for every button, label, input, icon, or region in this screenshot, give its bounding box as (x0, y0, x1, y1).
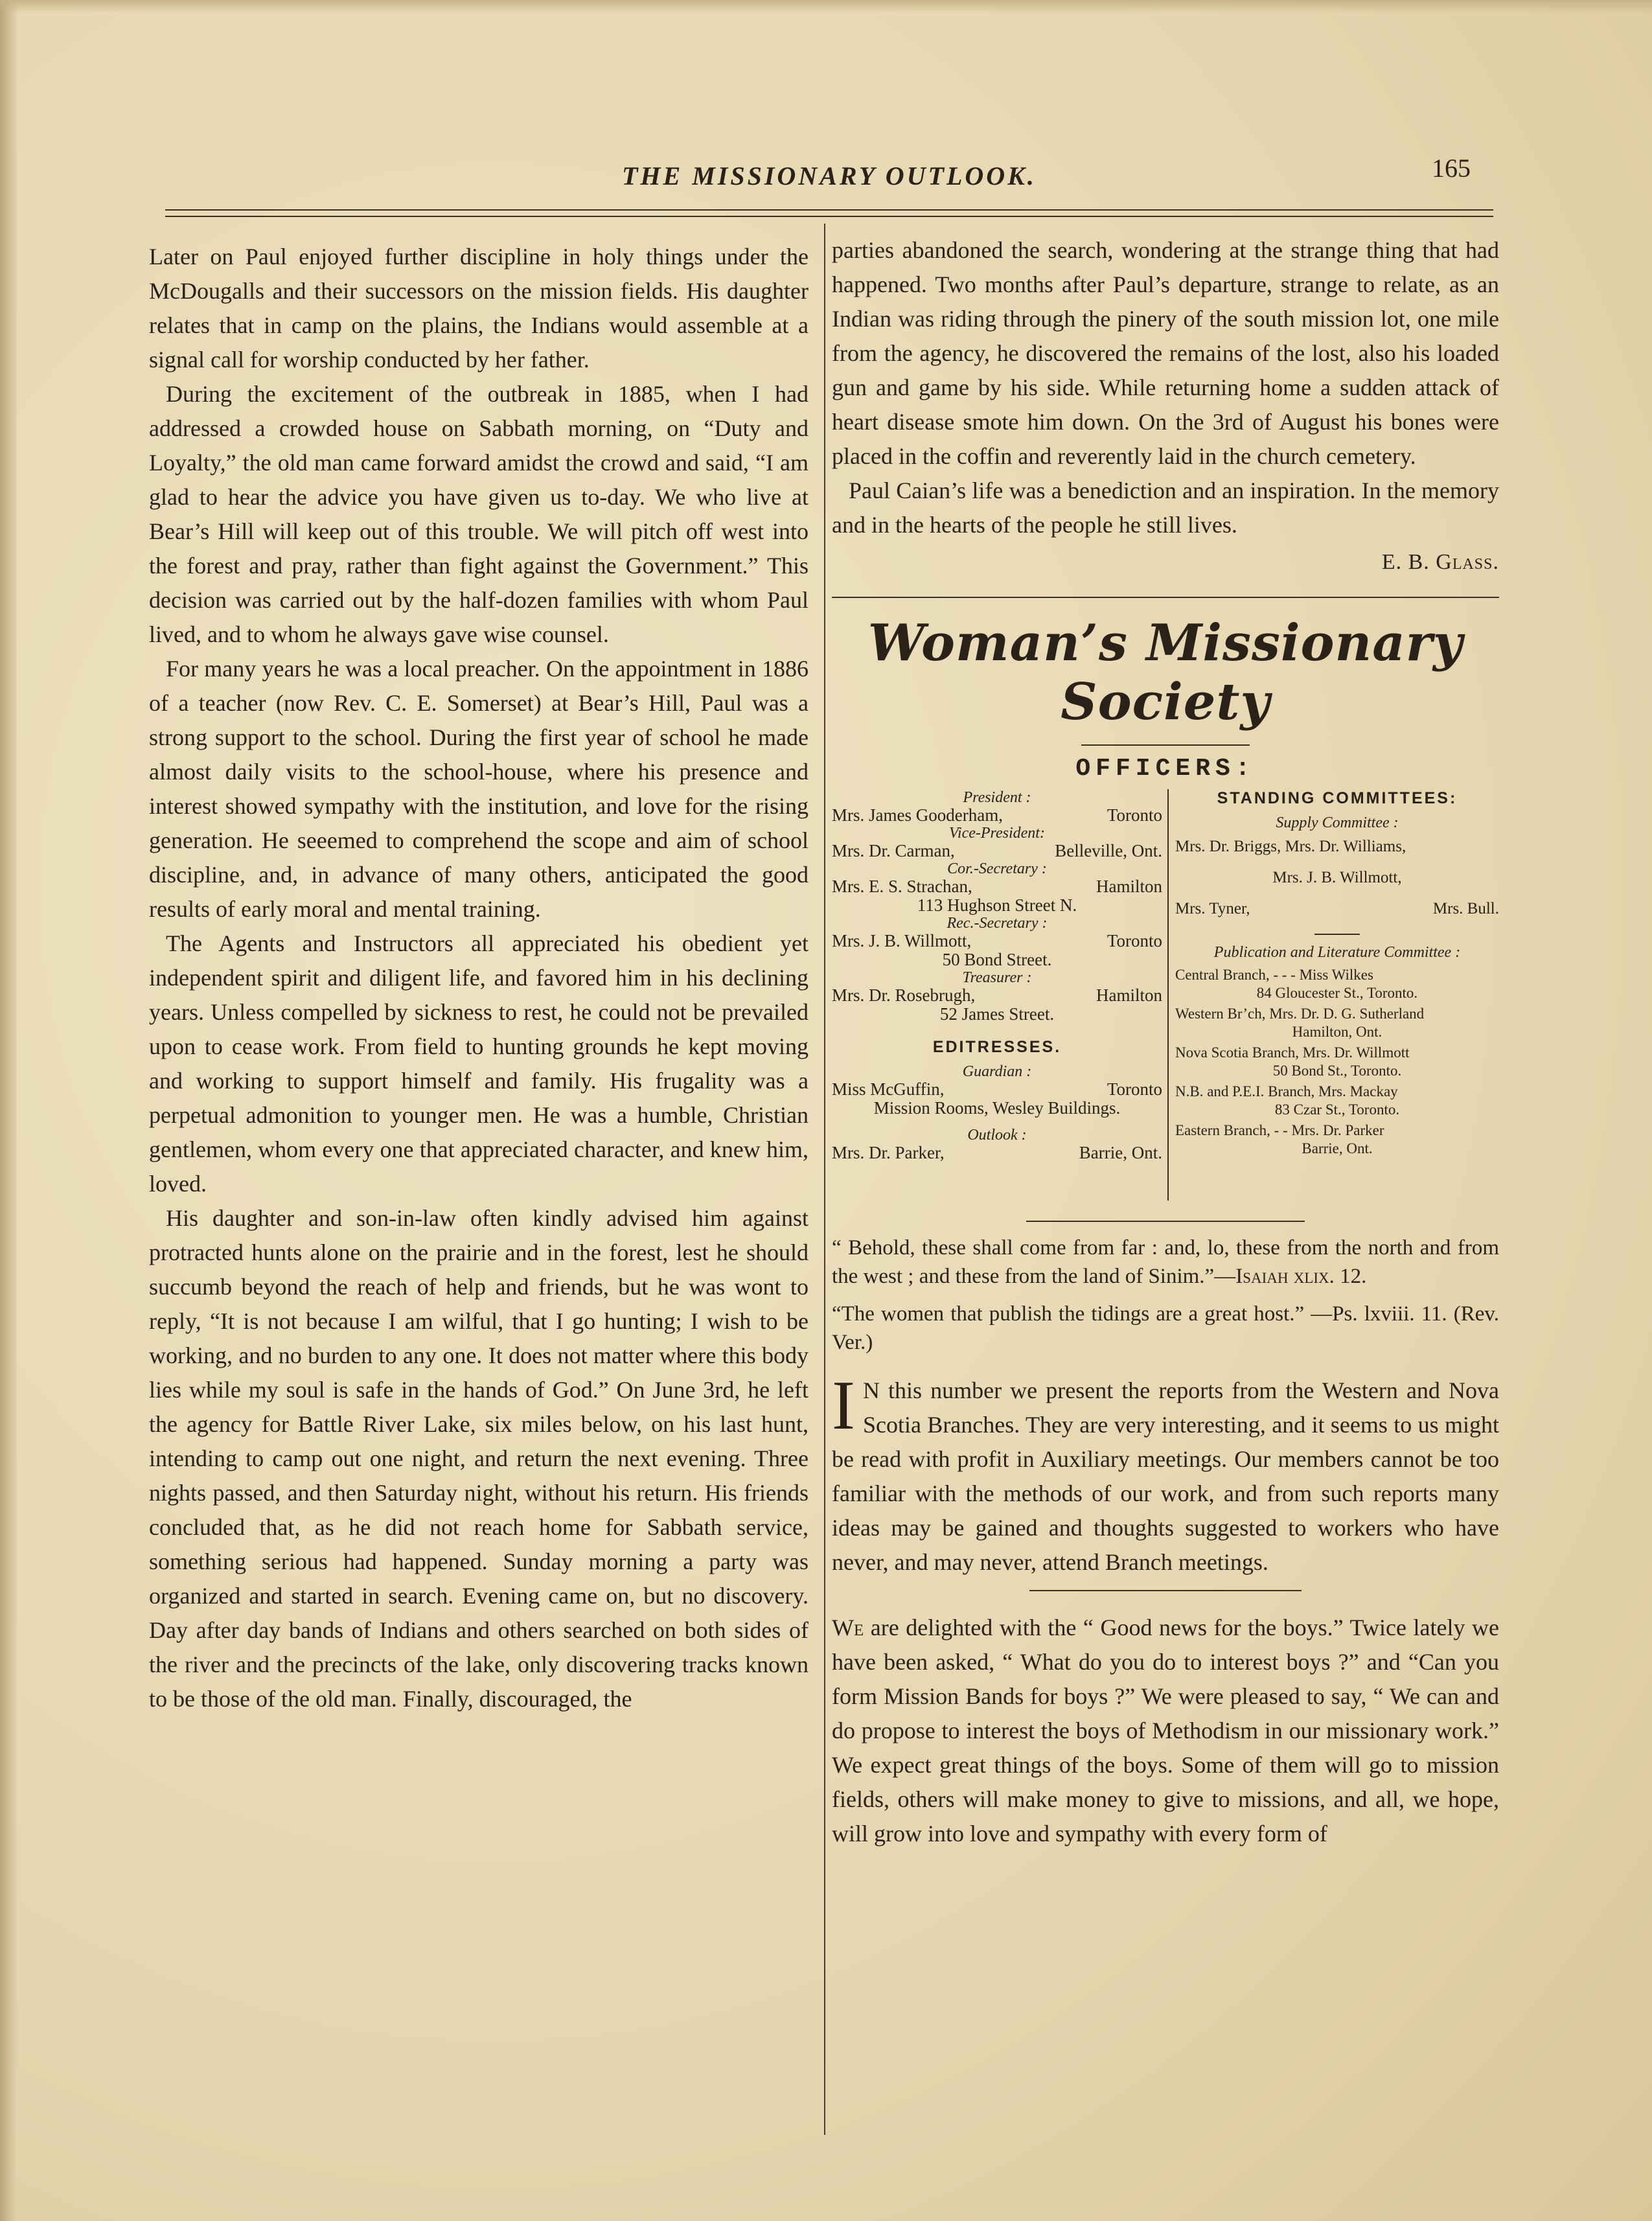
branch-entry: Western Br’ch, Mrs. Dr. D. G. Sutherland (1175, 1006, 1425, 1022)
officers-title: OFFICERS: (1075, 755, 1256, 783)
officer-place: Toronto (1107, 805, 1162, 825)
article-paragraph: The Agents and Instructors all appreciated his obedient yet independent spirit and diligent life, and favored him in his declining years. Unless compelled by sickness to rest, he could not be prevailed upon to cease work. From field to hunting grounds he kept moving and working to support himself and family. His frugality was a perpetual admonition to younger men. He was a humble, Christian gentlemen, whom every one that appreciated character, and knew him, loved. (149, 930, 809, 1197)
signature-text: E. B. Glass. (1381, 550, 1499, 574)
officer-role: President : (963, 789, 1031, 806)
column-divider (824, 224, 825, 2135)
drop-cap: I (832, 1367, 855, 1444)
officers-divider (1167, 789, 1169, 1201)
branch-entry: Nova Scotia Branch, Mrs. Dr. Willmott (1175, 1044, 1410, 1061)
officer-entry (832, 969, 1162, 1024)
officer-entry (832, 789, 1162, 825)
scripture-quote: “The women that publish the tidings are a great host.” —Ps. lxviii. 11. (Rev. Ver.) (832, 1302, 1499, 1354)
editress-role: Outlook : (967, 1127, 1027, 1144)
article-paragraph: Later on Paul enjoyed further discipline in holy things under the McDougalls and their successors on the mission fields. His daughter relates that in camp on the plains, the Indians would assemble at a signal call for worship conducted by her father. (149, 244, 809, 373)
supply-committee-member: Mrs. Bull. (1432, 900, 1499, 917)
officer-role: Treasurer : (962, 969, 1032, 986)
editresses-title: EDITRESSES. (932, 1038, 1062, 1056)
branch-entry: N.B. and P.E.I. Branch, Mrs. Mackay (1175, 1083, 1398, 1099)
officer-place: Hamilton (1096, 985, 1162, 1005)
branch-entry: Eastern Branch, - - Mrs. Dr. Parker (1175, 1122, 1384, 1138)
section-rule (832, 597, 1499, 598)
editress-entry (832, 1063, 1162, 1118)
officer-address: 52 James Street. (939, 1004, 1055, 1024)
heading-rule (1081, 744, 1250, 746)
officer-place: Toronto (1107, 931, 1162, 950)
branch-address: 50 Bond St., Toronto. (1272, 1063, 1402, 1079)
right-column (832, 233, 1499, 1851)
officer-place: Belleville, Ont. (1055, 841, 1162, 860)
editorial-text: N this number we present the reports from the Western and Nova Scotia Branches. They are very interesting, and it seems to us might be read with profit in Auxiliary meetings. Our members cannot be too familiar with the methods of our work, and from such reports many ideas may be gained and thoughts suggested to workers who have never, and may never, attend Branch meetings. (832, 1377, 1499, 1575)
branch-address: Barrie, Ont. (1302, 1140, 1373, 1157)
supply-committee-line: Mrs. J. B. Willmott, (1272, 869, 1402, 886)
officer-name: Mrs. J. B. Willmott, (832, 931, 972, 950)
officer-address: 113 Hughson Street N. (917, 895, 1077, 915)
quote-text: “ Behold, these shall come from far : and, lo, these from the north and from the west ; and these from the land of Sinim.”— (832, 1236, 1499, 1288)
officer-entry (832, 825, 1162, 860)
officer-role: Rec.-Secretary : (946, 915, 1048, 932)
editorial-rule (1029, 1590, 1302, 1591)
standing-committees-title: STANDING COMMITTEES: (1217, 789, 1458, 807)
article-continuation: parties abandoned the search, wondering at the strange thing that had happened. Two months after Paul’s departure, strange to relate, as an Indian was riding through the pinery of the south mission lot, one mile from the agency, he discovered the remains of the lost, also his loaded gun and game by his side. While returning home a sudden attack of heart disease smote him down. On the 3rd of August his bones were placed in the coffin and reverently laid in the church cemetery. (832, 237, 1499, 469)
committee-rule (1314, 934, 1360, 935)
quote-rule (1026, 1221, 1305, 1222)
officer-name: Mrs. James Gooderham, (832, 805, 1003, 825)
standing-committees (1175, 789, 1499, 1160)
officer-name: Mrs. Dr. Rosebrugh, (832, 985, 976, 1005)
editress-name: Miss McGuffin, (832, 1079, 945, 1099)
editress-address: Mission Rooms, Wesley Buildings. (873, 1098, 1121, 1118)
page-left-edge (0, 0, 17, 2221)
left-column (149, 240, 809, 1716)
branch-address: 83 Czar St., Toronto. (1274, 1101, 1400, 1118)
officer-name: Mrs. Dr. Carman, (832, 841, 955, 860)
editress-role: Guardian : (962, 1063, 1032, 1080)
supply-committee-member: Mrs. Tyner, (1175, 900, 1250, 917)
editress-place: Barrie, Ont. (1079, 1143, 1162, 1162)
supply-committee-label: Supply Committee : (1276, 814, 1399, 831)
branch-entry: Central Branch, - - - Miss Wilkes (1175, 967, 1373, 983)
editress-place: Toronto (1107, 1079, 1162, 1099)
scripture-quote (832, 1234, 1499, 1291)
header-rule (165, 209, 1493, 211)
officers-list (832, 789, 1162, 1162)
officer-place: Hamilton (1096, 877, 1162, 896)
header-rule-secondary (165, 216, 1493, 217)
page-number: 165 (1432, 154, 1471, 183)
officer-address: 50 Bond Street. (942, 950, 1052, 969)
branch-address: Hamilton, Ont. (1292, 1024, 1382, 1040)
article-paragraph: For many years he was a local preacher. On the appointment in 1886 of a teacher (now Rev. C. E. Somerset) at Bear’s Hill, Paul was a strong support to the school. During the first year of school he made almost daily visits to the school-house, where his presence and interest showed sympathy with the institution, and love for the rising generation. He seeemed to comprehend the scope and aim of school discipline, and, in advance of many others, anticipated the good results of early moral and mental training. (149, 656, 809, 922)
officer-entry (832, 860, 1162, 915)
section-heading: Woman’s Missionary Society (867, 614, 1463, 731)
branch-address: 84 Gloucester St., Toronto. (1256, 985, 1418, 1001)
page-top-edge (0, 0, 1652, 13)
editorial-paragraph (832, 1367, 1499, 1580)
running-header-title: THE MISSIONARY OUTLOOK. (622, 161, 1037, 190)
supply-committee-line: Mrs. Dr. Briggs, Mrs. Dr. Williams, (1175, 838, 1406, 855)
publication-committee-label: Publication and Literature Committee : (1213, 944, 1461, 961)
lead-word: We (832, 1615, 864, 1640)
editress-entry (832, 1127, 1162, 1162)
article-paragraph: His daughter and son-in-law often kindly advised him against protracted hunts alone on the prairie and in the forest, lest he should succumb beyond the reach of help and friends, but he was wont to reply, “It is not because I am wilful, that I go hunting; I wish to be working, and no burden to any one. It does not matter where this body lies while my soul is safe in the hands of God.” On June 3rd, he left the agency for Battle River Lake, six miles below, on his last hunt, intending to camp out one night, and return the next evening. Three nights passed, and then Saturday night, without his return. His friends concluded that, as he did not reach home for Sabbath service, something serious had happened. Sunday morning a party was organized and started in search. Evening came on, but no discovery. Day after day bands of Indians and others searched on both sides of the river and the precincts of the lake, only discovering tracks known to be those of the old man. Finally, discouraged, the (149, 1205, 809, 1712)
officers-block (832, 789, 1499, 1217)
author-signature (832, 550, 1499, 575)
editorial-paragraph (832, 1611, 1499, 1851)
officer-entry (832, 915, 1162, 969)
editress-name: Mrs. Dr. Parker, (832, 1143, 945, 1162)
article-closing: Paul Caian’s life was a benediction and an inspiration. In the memory and in the hearts of the people he still lives. (832, 478, 1499, 538)
officer-role: Vice-President: (949, 825, 1045, 842)
article-paragraph: During the excitement of the outbreak in 1885, when I had addressed a crowded house on Sabbath morning, on “Duty and Loyalty,” the old man came forward amidst the crowd and said, “I am glad to hear the advice you have given us to-day. We who live at Bear’s Hill will keep out of this trouble. We will pitch off west into the forest and pray, rather than fight against the Government.” This decision was carried out by the half-dozen families with whom Paul lived, and to whom he always gave wise counsel. (149, 381, 809, 647)
officer-role: Cor.-Secretary : (947, 860, 1047, 877)
quote-citation: Isaiah xlix. 12. (1235, 1265, 1367, 1288)
officer-name: Mrs. E. S. Strachan, (832, 877, 972, 896)
editorial-text: are delighted with the “ Good news for the boys.” Twice lately we have been asked, “ What do you do to interest boys ?” and “Can you form Mission Bands for boys ?” We were pleased to say, “ We can and do propose to interest the boys of Methodism in our missionary work.” We expect great things of the boys. Some of them will go to mission fields, others will make money to give to missions, and all, we hope, will grow into love and sympathy with every form of (832, 1615, 1499, 1847)
